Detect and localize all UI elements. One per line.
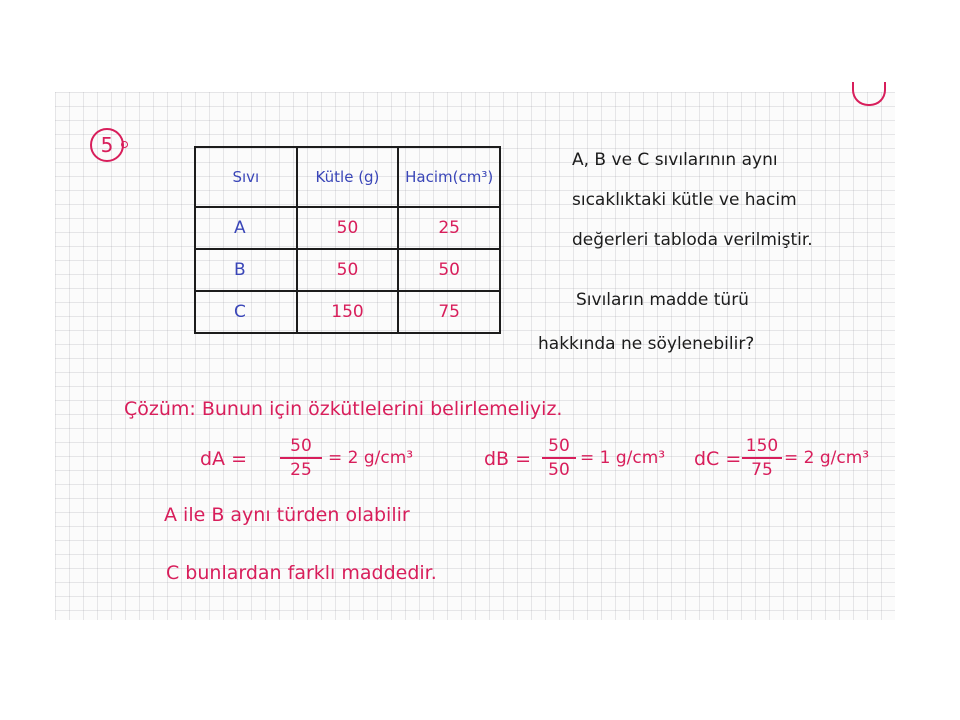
row-mass: 150 [297, 291, 399, 333]
table-row [195, 249, 500, 291]
table-header-row [195, 147, 500, 207]
table-row [195, 207, 500, 249]
density-c-result: = 2 g/cm³ [784, 448, 870, 468]
data-table [194, 146, 501, 334]
row-volume: 50 [398, 249, 500, 291]
solution-intro: Çözüm: Bunun için özkütlelerini belirlemeliyiz. [124, 398, 563, 420]
question-line-1: A, B ve C sıvılarının aynı [572, 150, 778, 170]
solution-line-1: A ile B aynı türden olabilir [164, 504, 410, 526]
density-b-result: = 1 g/cm³ [580, 448, 666, 468]
fraction-bar [542, 457, 576, 459]
density-b-fraction [542, 436, 576, 480]
density-a-numerator: 50 [290, 436, 312, 456]
question-line-5: hakkında ne söylenebilir? [538, 334, 755, 354]
density-b-numerator: 50 [548, 436, 570, 456]
density-c-label: dC = [694, 448, 742, 470]
question-line-4: Sıvıların madde türü [576, 290, 749, 310]
density-c-fraction [742, 436, 782, 480]
header-kutle: Kütle (g) [297, 147, 399, 207]
row-volume: 75 [398, 291, 500, 333]
solution-line-2: C bunlardan farklı maddedir. [166, 562, 437, 584]
density-a-fraction [280, 436, 322, 480]
row-name: C [195, 291, 297, 333]
density-b-denominator: 50 [548, 460, 570, 480]
header-hacim: Hacim(cm³) [398, 147, 500, 207]
row-mass: 50 [297, 249, 399, 291]
question-line-2: sıcaklıktaki kütle ve hacim [572, 190, 797, 210]
question-number-dot [121, 141, 128, 148]
row-mass: 50 [297, 207, 399, 249]
header-sivi: Sıvı [195, 147, 297, 207]
density-a-result: = 2 g/cm³ [328, 448, 414, 468]
density-a-denominator: 25 [290, 460, 312, 480]
row-name: A [195, 207, 297, 249]
row-name: B [195, 249, 297, 291]
density-c-denominator: 75 [751, 460, 773, 480]
row-volume: 25 [398, 207, 500, 249]
density-b-label: dB = [484, 448, 532, 470]
question-number: 5 [90, 128, 124, 162]
question-line-3: değerleri tabloda verilmiştir. [572, 230, 813, 250]
density-c-numerator: 150 [745, 436, 779, 456]
fraction-bar [742, 457, 782, 459]
table-row [195, 291, 500, 333]
fraction-bar [280, 457, 322, 459]
density-a-label: dA = [200, 448, 248, 470]
